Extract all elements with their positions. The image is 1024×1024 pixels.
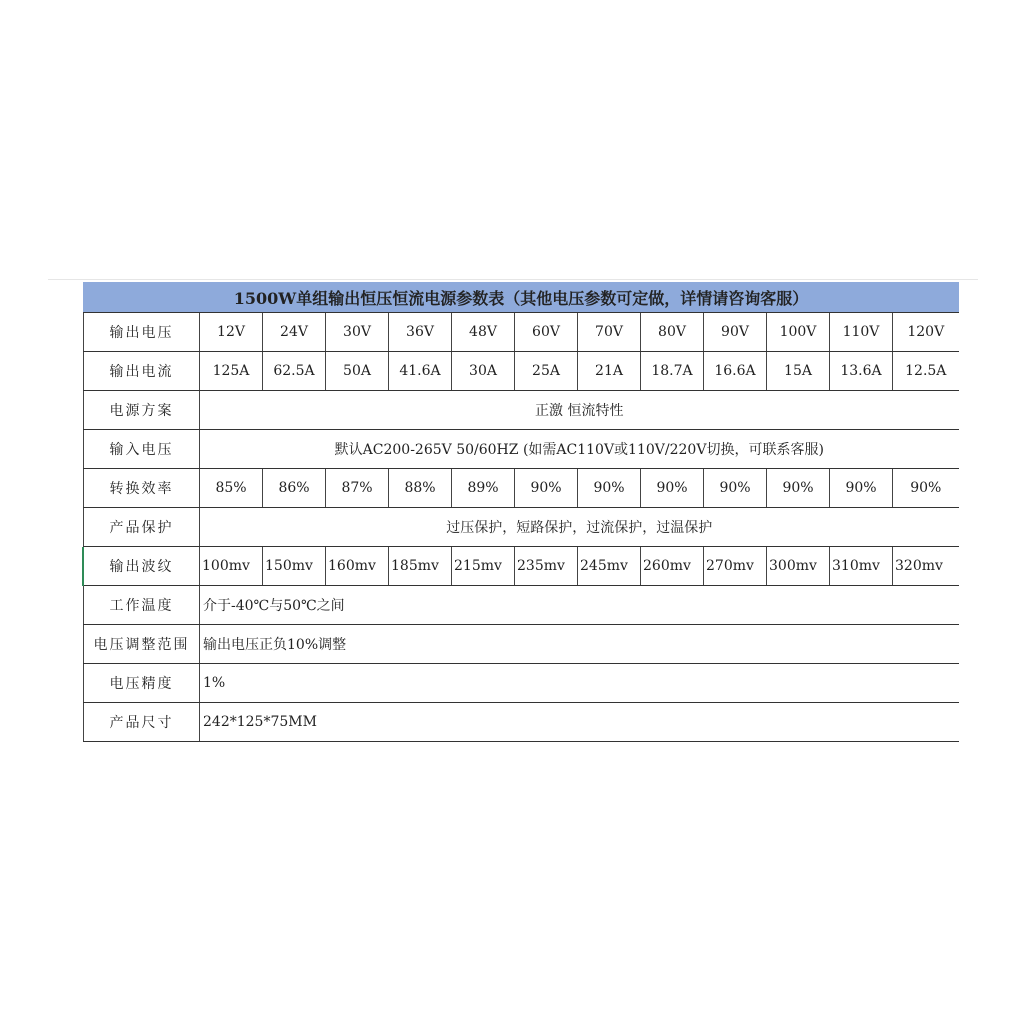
value-cell: 60V — [515, 313, 578, 352]
value-cell: 90% — [641, 469, 704, 508]
value-cell: 100mv — [200, 547, 263, 586]
title-row — [84, 283, 959, 313]
size-value: 242*125*75MM — [200, 703, 959, 742]
value-cell: 215mv — [452, 547, 515, 586]
value-cell: 86% — [263, 469, 326, 508]
value-cell: 12V — [200, 313, 263, 352]
row-ripple — [84, 547, 959, 586]
row-efficiency — [84, 469, 959, 508]
value-cell: 90% — [578, 469, 641, 508]
value-cell: 90% — [515, 469, 578, 508]
adjust-range-value: 输出电压正负10%调整 — [200, 625, 959, 664]
operating-temp-value: 介于-40℃与50℃之间 — [200, 586, 959, 625]
value-cell: 160mv — [326, 547, 389, 586]
row-label: 电压调整范围 — [84, 625, 200, 664]
row-label: 转换效率 — [84, 469, 200, 508]
row-label: 工作温度 — [84, 586, 200, 625]
value-cell: 25A — [515, 352, 578, 391]
row-label: 输出波纹 — [84, 547, 200, 586]
row-label: 电压精度 — [84, 664, 200, 703]
value-cell: 90% — [830, 469, 893, 508]
value-cell: 150mv — [263, 547, 326, 586]
value-cell: 80V — [641, 313, 704, 352]
value-cell: 48V — [452, 313, 515, 352]
value-cell: 300mv — [767, 547, 830, 586]
value-cell: 260mv — [641, 547, 704, 586]
value-cell: 41.6A — [389, 352, 452, 391]
value-cell: 90% — [893, 469, 959, 508]
value-cell: 90V — [704, 313, 767, 352]
protection-value: 过压保护，短路保护，过流保护，过温保护 — [200, 508, 959, 547]
value-cell: 90% — [767, 469, 830, 508]
value-cell: 36V — [389, 313, 452, 352]
value-cell: 87% — [326, 469, 389, 508]
value-cell: 100V — [767, 313, 830, 352]
value-cell: 21A — [578, 352, 641, 391]
value-cell: 185mv — [389, 547, 452, 586]
value-cell: 245mv — [578, 547, 641, 586]
spec-sheet — [83, 282, 958, 742]
row-accuracy — [84, 664, 959, 703]
value-cell: 310mv — [830, 547, 893, 586]
value-cell: 62.5A — [263, 352, 326, 391]
row-label: 输入电压 — [84, 430, 200, 469]
value-cell: 120V — [893, 313, 959, 352]
value-cell: 88% — [389, 469, 452, 508]
value-cell: 70V — [578, 313, 641, 352]
value-cell: 89% — [452, 469, 515, 508]
row-label: 产品保护 — [84, 508, 200, 547]
value-cell: 125A — [200, 352, 263, 391]
row-label: 输出电压 — [84, 313, 200, 352]
cell-selection-marker — [82, 547, 84, 586]
value-cell: 30A — [452, 352, 515, 391]
value-cell: 90% — [704, 469, 767, 508]
power-scheme-value: 正激 恒流特性 — [200, 391, 959, 430]
row-input-voltage — [84, 430, 959, 469]
value-cell: 30V — [326, 313, 389, 352]
row-size — [84, 703, 959, 742]
row-protection — [84, 508, 959, 547]
input-voltage-value: 默认AC200-265V 50/60HZ (如需AC110V或110V/220V切换，可联系客服) — [200, 430, 959, 469]
value-cell: 24V — [263, 313, 326, 352]
value-cell: 270mv — [704, 547, 767, 586]
spec-table — [83, 282, 959, 742]
table-title: 1500W单组输出恒压恒流电源参数表（其他电压参数可定做，详情请咨询客服） — [84, 283, 959, 313]
row-output-voltage — [84, 313, 959, 352]
value-cell: 235mv — [515, 547, 578, 586]
row-label: 产品尺寸 — [84, 703, 200, 742]
value-cell: 13.6A — [830, 352, 893, 391]
value-cell: 15A — [767, 352, 830, 391]
row-label: 输出电流 — [84, 352, 200, 391]
row-operating-temp — [84, 586, 959, 625]
value-cell: 320mv — [893, 547, 959, 586]
row-output-current — [84, 352, 959, 391]
value-cell: 16.6A — [704, 352, 767, 391]
value-cell: 12.5A — [893, 352, 959, 391]
value-cell: 110V — [830, 313, 893, 352]
value-cell: 50A — [326, 352, 389, 391]
value-cell: 85% — [200, 469, 263, 508]
row-adjust-range — [84, 625, 959, 664]
sheet-top-rule — [48, 279, 978, 280]
row-power-scheme — [84, 391, 959, 430]
accuracy-value: 1% — [200, 664, 959, 703]
row-label: 电源方案 — [84, 391, 200, 430]
value-cell: 18.7A — [641, 352, 704, 391]
